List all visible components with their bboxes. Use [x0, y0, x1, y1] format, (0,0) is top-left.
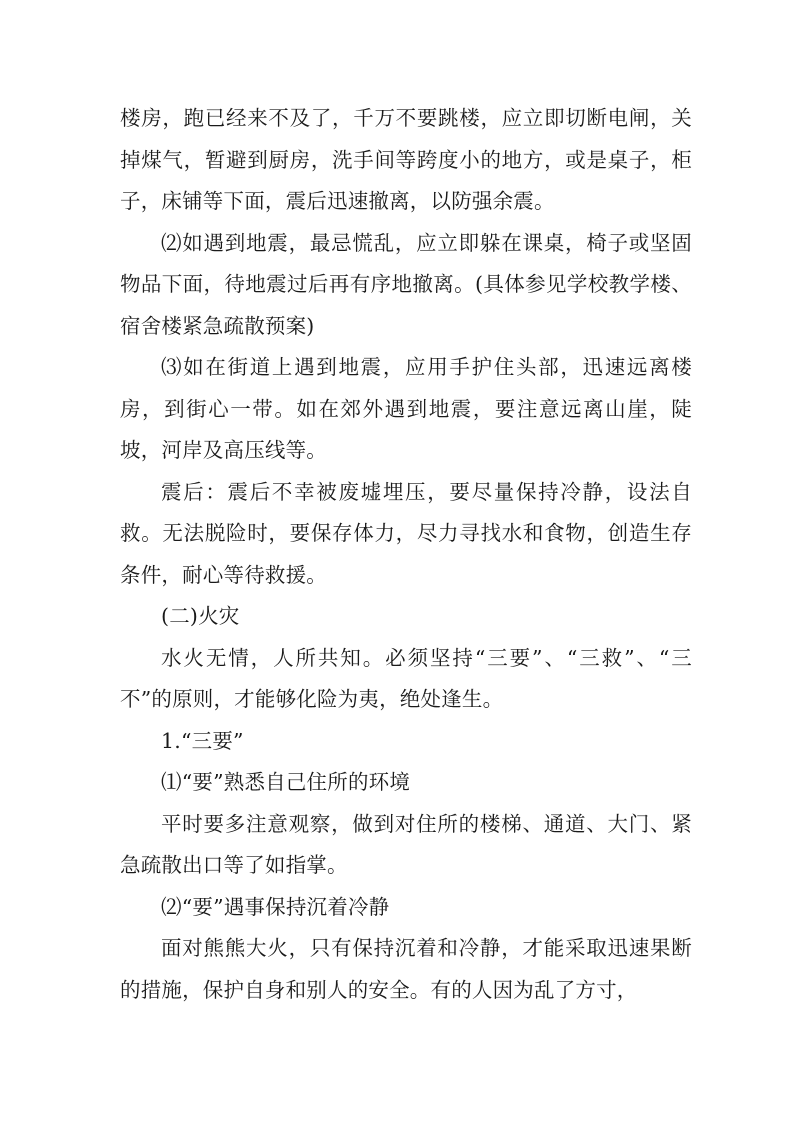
paragraph-face-fire: 面对熊熊大火，只有保持沉着和冷静，才能采取迅速果断的措施，保护自身和别人的安全。有的人因为乱了方寸，	[120, 936, 692, 1002]
paragraph-continuation: 楼房，跑已经来不及了，千万不要跳楼，应立即切断电闸，关掉煤气，暂避到厨房，洗手间等跨度小的地方，或是桌子，柜子，床铺等下面，震后迅速撤离，以防强余震。	[120, 106, 692, 213]
document-body	[120, 98, 692, 1011]
paragraph-observe-exits: 平时要多注意观察，做到对住所的楼梯、通道、大门、紧急疏散出口等了如指掌。	[120, 811, 692, 877]
paragraph-earthquake-indoor: ⑵如遇到地震，最忌慌乱，应立即躲在课桌，椅子或坚固物品下面，待地震过后再有序地撤离。(具体参见学校教学楼、宿舍楼紧急疏散预案)	[120, 230, 692, 338]
subheading-three-musts: 1.“三要”	[161, 728, 244, 753]
paragraph-fire-principles: 水火无情，人所共知。必须坚持“三要”、“三救”、“三不”的原则，才能够化险为夷，绝处逢生。	[120, 645, 692, 711]
subheading-know-surroundings: ⑴“要”熟悉自己住所的环境	[161, 770, 411, 794]
paragraph-after-quake: 震后：震后不幸被废墟埋压，要尽量保持冷静，设法自救。无法脱险时，要保存体力，尽力寻找水和食物，创造生存条件，耐心等待救援。	[120, 479, 692, 587]
section-heading-fire: (二)火灾	[161, 604, 240, 628]
paragraph-earthquake-street: ⑶如在街道上遇到地震，应用手护住头部，迅速远离楼房，到街心一带。如在郊外遇到地震，要注意远离山崖，陡坡，河岸及高压线等。	[120, 355, 692, 462]
subheading-stay-calm: ⑵“要”遇事保持沉着冷静	[161, 894, 390, 919]
